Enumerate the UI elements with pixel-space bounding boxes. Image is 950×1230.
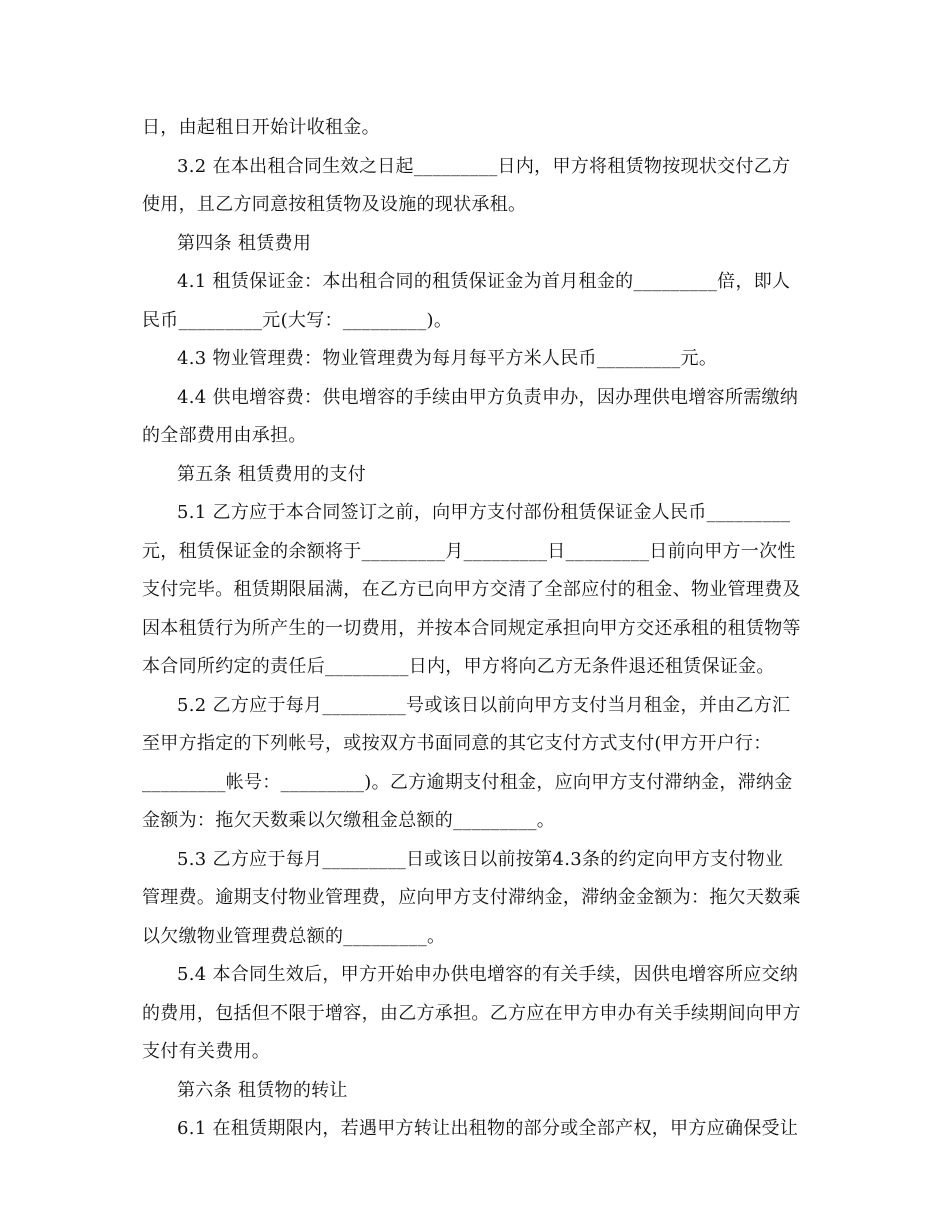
paragraph-line: 的费用，包括但不限于增容，由乙方承担。乙方应在甲方申办有关手续期间向甲方 <box>142 1003 801 1024</box>
paragraph-line: _________帐号：_________)。乙方逾期支付租金，应向甲方支付滞纳金，滞纳金 <box>142 772 793 793</box>
paragraph-start-line: 4.1 租赁保证金：本出租合同的租赁保证金为首月租金的_________倍，即人 <box>177 271 791 292</box>
paragraph-line: 日，由起租日开始计收租金。 <box>142 117 380 138</box>
paragraph-line: 管理费。逾期支付物业管理费，应向甲方支付滞纳金，滞纳金金额为：拖欠天数乘 <box>142 887 801 908</box>
paragraph-line: 民币_________元(大写：_________)。 <box>142 310 453 331</box>
paragraph-start-line: 第四条 租赁费用 <box>177 233 312 254</box>
paragraph-line: 元，租赁保证金的余额将于_________月_________日_________日前向甲方一次性 <box>142 541 796 562</box>
paragraph-start-line: 5.2 乙方应于每月_________号或该日以前向甲方支付当月租金，并由乙方汇 <box>177 695 791 716</box>
paragraph-line: 以欠缴物业管理费总额的_________。 <box>142 926 446 947</box>
paragraph-line: 支付有关费用。 <box>142 1041 271 1062</box>
paragraph-line: 因本租赁行为所产生的一切费用，并按本合同规定承担向甲方交还承租的租赁物等 <box>142 618 801 639</box>
paragraph-start-line: 4.3 物业管理费：物业管理费为每月每平方米人民币_________元。 <box>177 348 718 369</box>
paragraph-start-line: 第五条 租赁费用的支付 <box>177 464 367 485</box>
paragraph-line: 金额为：拖欠天数乘以欠缴租金总额的_________。 <box>142 810 556 831</box>
paragraph-start-line: 第六条 租赁物的转让 <box>177 1080 348 1101</box>
paragraph-start-line: 6.1 在租赁期限内，若遇甲方转让出租物的部分或全部产权，甲方应确保受让 <box>177 1118 799 1139</box>
paragraph-start-line: 5.3 乙方应于每月_________日或该日以前按第4.3条的约定向甲方支付物业 <box>177 849 784 870</box>
paragraph-start-line: 3.2 在本出租合同生效之日起_________日内，甲方将租赁物按现状交付乙方 <box>177 156 791 177</box>
paragraph-line: 支付完毕。租赁期限届满，在乙方已向甲方交清了全部应付的租金、物业管理费及 <box>142 579 801 600</box>
paragraph-line: 至甲方指定的下列帐号，或按双方书面同意的其它支付方式支付(甲方开户行： <box>142 733 772 754</box>
paragraph-line: 本合同所约定的责任后_________日内，甲方将向乙方无条件退还租赁保证金。 <box>142 656 775 677</box>
paragraph-line: 的全部费用由承担。 <box>142 425 307 446</box>
paragraph-line: 使用，且乙方同意按租赁物及设施的现状承租。 <box>142 194 527 215</box>
paragraph-start-line: 5.1 乙方应于本合同签订之前，向甲方支付部份租赁保证金人民币_________ <box>177 502 791 523</box>
paragraph-start-line: 5.4 本合同生效后，甲方开始申办供电增容的有关手续，因供电增容所应交纳 <box>177 964 799 985</box>
paragraph-start-line: 4.4 供电增容费：供电增容的手续由甲方负责申办，因办理供电增容所需缴纳 <box>177 387 799 408</box>
